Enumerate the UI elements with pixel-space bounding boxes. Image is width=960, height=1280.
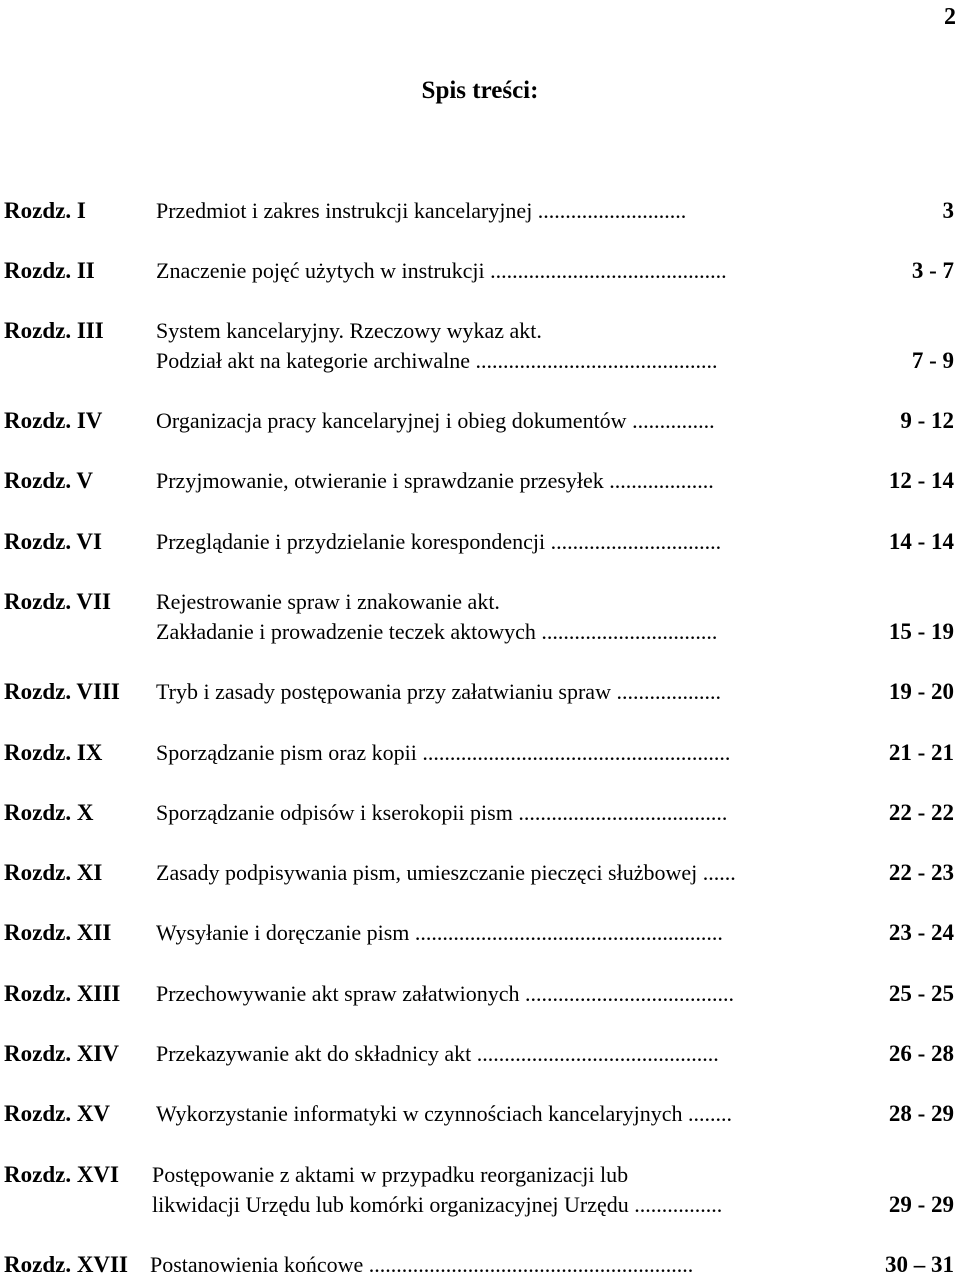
toc-entry-title-line: Znaczenie pojęć użytych w instrukcji ........................................... <box>156 258 727 283</box>
toc-entry-title <box>156 979 734 1009</box>
toc-entry-title <box>156 858 736 888</box>
toc-chapter: Rozdz. IX <box>4 740 103 765</box>
toc-pages: 12 - 14 <box>888 468 954 493</box>
toc-entry-title-line: Postępowanie z aktami w przypadku reorganizacji lub <box>152 1162 629 1187</box>
toc-pages: 22 - 22 <box>888 800 954 825</box>
toc-pages: 19 - 20 <box>888 679 954 704</box>
toc-chapter: Rozdz. II <box>4 258 95 283</box>
toc-chapter: Rozdz. XII <box>4 920 112 945</box>
toc-entry-title-line: Przyjmowanie, otwieranie i sprawdzanie przesyłek ................... <box>156 468 714 493</box>
toc-pages: 14 - 14 <box>888 529 954 554</box>
toc-chapter: Rozdz. X <box>4 800 94 825</box>
toc-chapter: Rozdz. VIII <box>4 679 120 704</box>
toc-entry-title <box>156 256 727 286</box>
toc-pages: 7 - 9 <box>911 348 954 373</box>
page-number: 2 <box>944 4 956 30</box>
toc-pages: 22 - 23 <box>888 860 954 885</box>
toc-entry-title <box>156 316 717 376</box>
toc-pages: 23 - 24 <box>888 920 954 945</box>
toc-chapter: Rozdz. III <box>4 318 104 343</box>
toc-pages: 29 - 29 <box>888 1192 954 1217</box>
toc-pages: 30 – 31 <box>885 1252 954 1277</box>
toc-entry-title-line: Wysyłanie i doręczanie pism ........................................................ <box>156 920 723 945</box>
toc-entry-title-line: Organizacja pracy kancelaryjnej i obieg dokumentów ............... <box>156 408 715 433</box>
toc-chapter: Rozdz. XVI <box>4 1162 119 1187</box>
toc-entry-title-line: Rejestrowanie spraw i znakowanie akt. <box>156 589 500 614</box>
toc-entry-title-line: Tryb i zasady postępowania przy załatwianiu spraw ................... <box>156 679 721 704</box>
toc-chapter: Rozdz. XIV <box>4 1041 119 1066</box>
toc-entry-title-line: Przekazywanie akt do składnicy akt ............................................ <box>156 1041 719 1066</box>
toc-entry-title <box>156 738 730 768</box>
toc-pages: 28 - 29 <box>888 1101 954 1126</box>
toc-chapter: Rozdz. XI <box>4 860 103 885</box>
toc-entry-title <box>156 798 727 828</box>
toc-entry-title <box>156 918 723 948</box>
toc-entry-title-line: Sporządzanie pism oraz kopii ........................................................ <box>156 740 731 765</box>
toc-entry-title <box>156 677 721 707</box>
toc-chapter: Rozdz. VII <box>4 589 111 614</box>
toc-entry-title-line: likwidacji Urzędu lub komórki organizacyjnej Urzędu ................ <box>152 1192 723 1217</box>
toc-pages: 3 - 7 <box>911 258 954 283</box>
toc-entry-title-line: Wykorzystanie informatyki w czynnościach kancelaryjnych ........ <box>156 1101 732 1126</box>
toc-entry-title <box>152 1160 722 1220</box>
toc-chapter: Rozdz. V <box>4 468 94 493</box>
toc-pages: 15 - 19 <box>888 619 954 644</box>
toc-entry-title-line: Przechowywanie akt spraw załatwionych ...................................... <box>156 981 734 1006</box>
toc-entry-title-line: Postanowienia końcowe ........................................................... <box>150 1252 694 1277</box>
toc-pages: 25 - 25 <box>888 981 954 1006</box>
toc-chapter: Rozdz. XVII <box>4 1252 128 1277</box>
toc-chapter: Rozdz. XV <box>4 1101 111 1126</box>
toc-entry-title-line: Zasady podpisywania pism, umieszczanie pieczęci służbowej ...... <box>156 860 736 885</box>
toc-chapter: Rozdz. IV <box>4 408 103 433</box>
toc-entry-title <box>156 587 717 647</box>
toc-entry-title-line: System kancelaryjny. Rzeczowy wykaz akt. <box>156 318 542 343</box>
toc-entry-title <box>150 1250 693 1280</box>
toc-pages: 21 - 21 <box>888 740 954 765</box>
toc-chapter: Rozdz. XIII <box>4 981 121 1006</box>
toc-entry-title <box>156 466 714 496</box>
toc-entry-title-line: Przeglądanie i przydzielanie korespondencji ............................... <box>156 529 722 554</box>
toc-pages: 3 <box>942 198 954 223</box>
toc-pages: 9 - 12 <box>900 408 954 433</box>
toc-entry-title-line: Podział akt na kategorie archiwalne ............................................ <box>156 348 718 373</box>
toc-entry-title-line: Przedmiot i zakres instrukcji kancelaryjnej ........................... <box>156 198 687 223</box>
toc-entry-title <box>156 1099 732 1129</box>
toc-title: Spis treści: <box>421 77 539 104</box>
toc-entry-title <box>156 406 715 436</box>
toc-pages: 26 - 28 <box>888 1041 954 1066</box>
toc-entry-title-line: Zakładanie i prowadzenie teczek aktowych ................................ <box>156 619 718 644</box>
toc-entry-title-line: Sporządzanie odpisów i kserokopii pism ...................................... <box>156 800 728 825</box>
toc-chapter: Rozdz. I <box>4 198 86 223</box>
toc-entry-title <box>156 1039 719 1069</box>
toc-chapter: Rozdz. VI <box>4 529 102 554</box>
toc-entry-title <box>156 527 721 557</box>
toc-entry-title <box>156 196 686 226</box>
